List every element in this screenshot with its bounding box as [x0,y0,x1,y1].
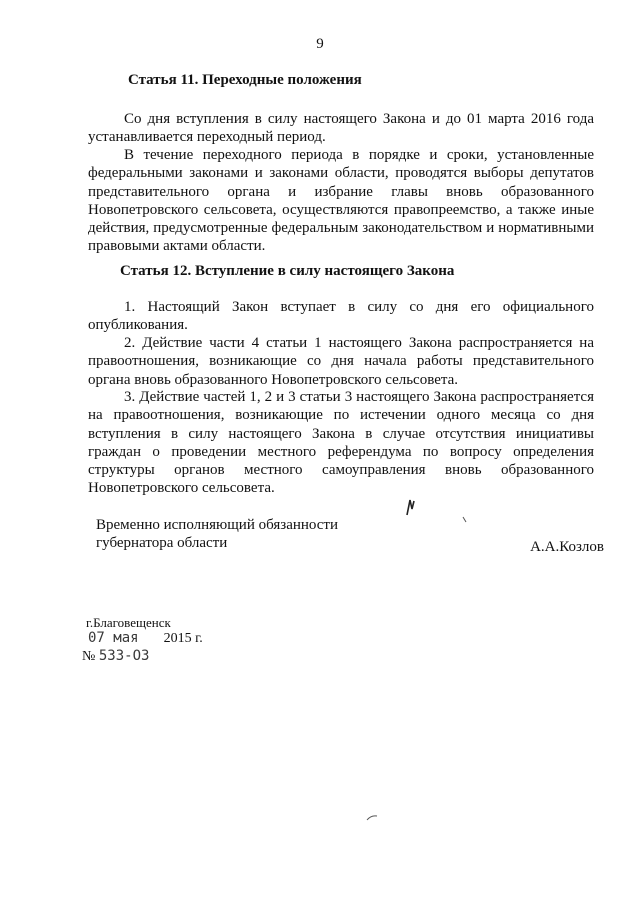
city-name: г.Благовещенск [86,615,171,630]
law-number-stamp: 533-ОЗ [98,648,150,664]
signatory-position-line-2: губернатора области [96,535,228,551]
signatory-position [96,516,338,552]
article-12-paragraph-2: 2. Действие части 4 статьи 1 настоящего Закона распространяется на правоотношения, возникающие со дня начала работы представительного органа вновь образованного Новопетровского сельсовета. [88,335,594,388]
article-11-paragraph-1: Со дня вступления в силу настоящего Закона и до 01 марта 2016 года устанавливается переходный период. [88,111,594,146]
number-sign: № [82,649,96,664]
page-number: 9 [316,36,324,52]
law-number-line [82,648,149,665]
article-11-title: Статья 11. Переходные положения [128,72,362,88]
signatory-name: А.А.Козлов [530,539,604,555]
date-year: 2015 г. [163,631,203,646]
pen-mark [404,497,416,517]
pen-dot [462,516,468,524]
article-12-paragraph-1: 1. Настоящий Закон вступает в силу со дня его официального опубликования. [88,299,594,334]
signatory-position-line-1: Временно исполняющий обязанности [96,517,339,533]
article-12-paragraph-3: 3. Действие частей 1, 2 и 3 статьи 3 настоящего Закона распространяется на правоотношения, возникающие по истечении одного месяца со дня вступления в силу настоящего Закона в случае отсутствия инициативы граждан о проведении местного референдума по вопросу определения структуры органов местного самоуправления вновь образованного Новопетровского сельсовета. [88,389,594,497]
article-11-paragraph-2: В течение переходного периода в порядке и сроки, установленные федеральными законами и законами области, проводятся выборы депутатов представительного органа и избрание главы вновь образованного Новопетровского сельсовета, осуществляются правопреемство, а также иные действия, предусмотренные федеральным законодательством и нормативными правовыми актами области. [88,147,594,255]
bottom-pen-mark [366,814,378,822]
date-line [88,630,203,647]
article-12-title: Статья 12. Вступление в силу настоящего Закона [120,263,455,279]
date-stamp: 07 мая [88,630,139,646]
